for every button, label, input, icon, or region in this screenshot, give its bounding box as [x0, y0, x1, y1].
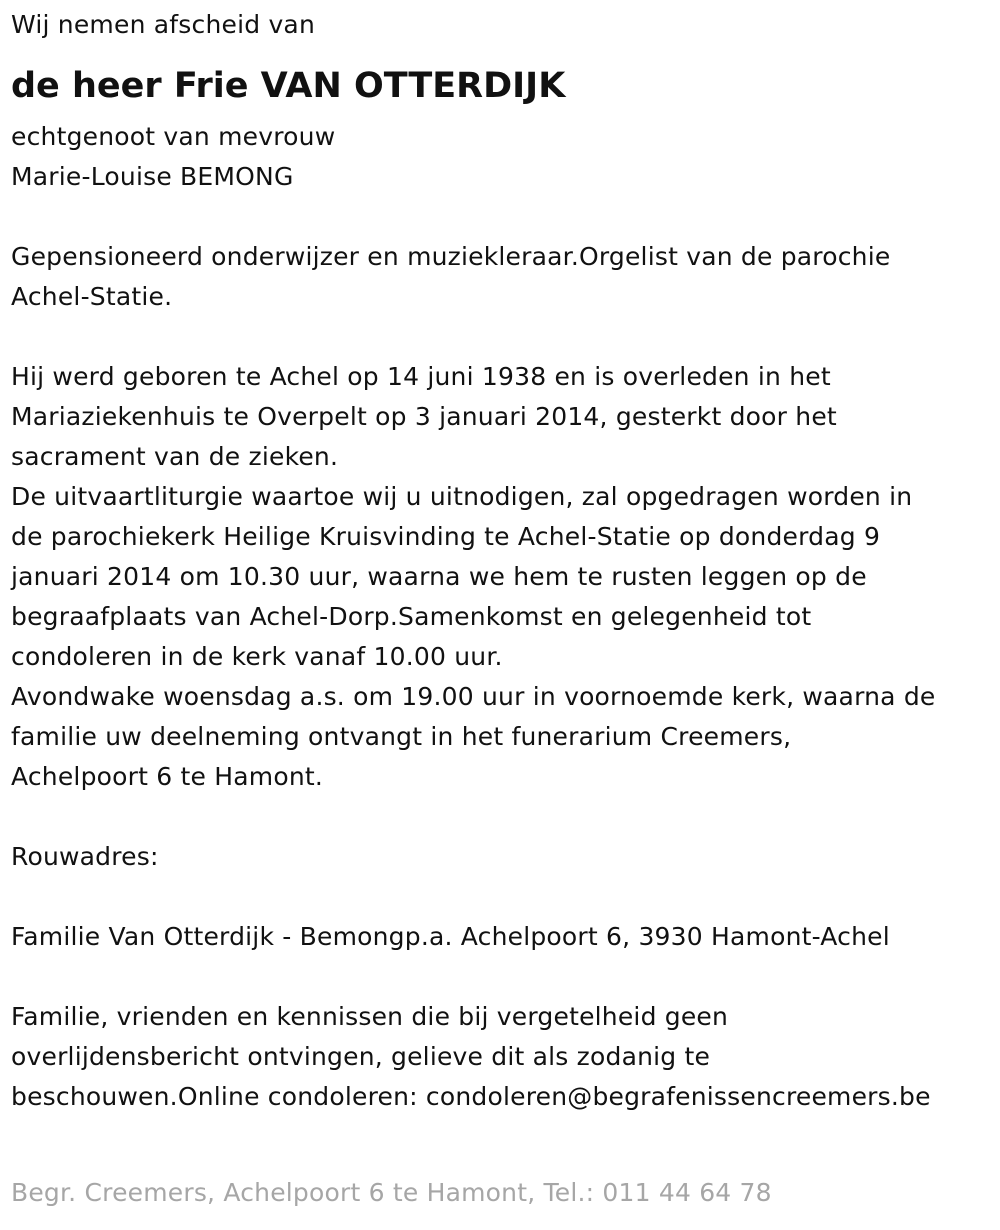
deceased-name: de heer Frie VAN OTTERDIJK: [11, 66, 566, 106]
details-line: januari 2014 om 10.30 uur, waarna we hem te rusten leggen op de: [11, 562, 867, 591]
rouwadres-label: Rouwadres:: [11, 842, 159, 871]
closing-line: Familie, vrienden en kennissen die bij vergetelheid geen: [11, 1002, 729, 1031]
intro-text: Wij nemen afscheid van: [11, 10, 315, 39]
closing-line: beschouwen.Online condoleren: condoleren@begrafenissencreemers.be: [11, 1082, 931, 1111]
details-line: familie uw deelneming ontvangt in het funerarium Creemers,: [11, 722, 792, 751]
details-line: De uitvaartliturgie waartoe wij u uitnodigen, zal opgedragen worden in: [11, 482, 913, 511]
death-notice: [11, 0, 991, 1117]
closing-line: overlijdensbericht ontvingen, gelieve dit als zodanig te: [11, 1042, 711, 1071]
details-line: sacrament van de zieken.: [11, 442, 339, 471]
details-line: begraafplaats van Achel-Dorp.Samenkomst en gelegenheid tot: [11, 602, 812, 631]
funeral-home-footer: Begr. Creemers, Achelpoort 6 te Hamont, Tel.: 011 44 64 78: [11, 1178, 772, 1207]
spouse-name: Marie-Louise BEMONG: [11, 162, 294, 191]
details-line: Achelpoort 6 te Hamont.: [11, 762, 324, 791]
profession-line: Achel-Statie.: [11, 282, 173, 311]
details-line: Hij werd geboren te Achel op 14 juni 1938 en is overleden in het: [11, 362, 831, 391]
spouse-line: echtgenoot van mevrouw: [11, 122, 336, 151]
details-line: Avondwake woensdag a.s. om 19.00 uur in voornoemde kerk, waarna de: [11, 682, 936, 711]
details-line: de parochiekerk Heilige Kruisvinding te Achel-Statie op donderdag 9: [11, 522, 881, 551]
details-line: condoleren in de kerk vanaf 10.00 uur.: [11, 642, 503, 671]
profession-paragraph: [11, 237, 991, 317]
details-line: Mariaziekenhuis te Overpelt op 3 januari 2014, gesterkt door het: [11, 402, 837, 431]
details-paragraph: [11, 357, 991, 797]
rouwadres-address: Familie Van Otterdijk - Bemongp.a. Achelpoort 6, 3930 Hamont-Achel: [11, 922, 890, 951]
closing-paragraph: [11, 997, 991, 1117]
spouse-block: [11, 117, 991, 197]
profession-line: Gepensioneerd onderwijzer en muziekleraar.Orgelist van de parochie: [11, 242, 891, 271]
